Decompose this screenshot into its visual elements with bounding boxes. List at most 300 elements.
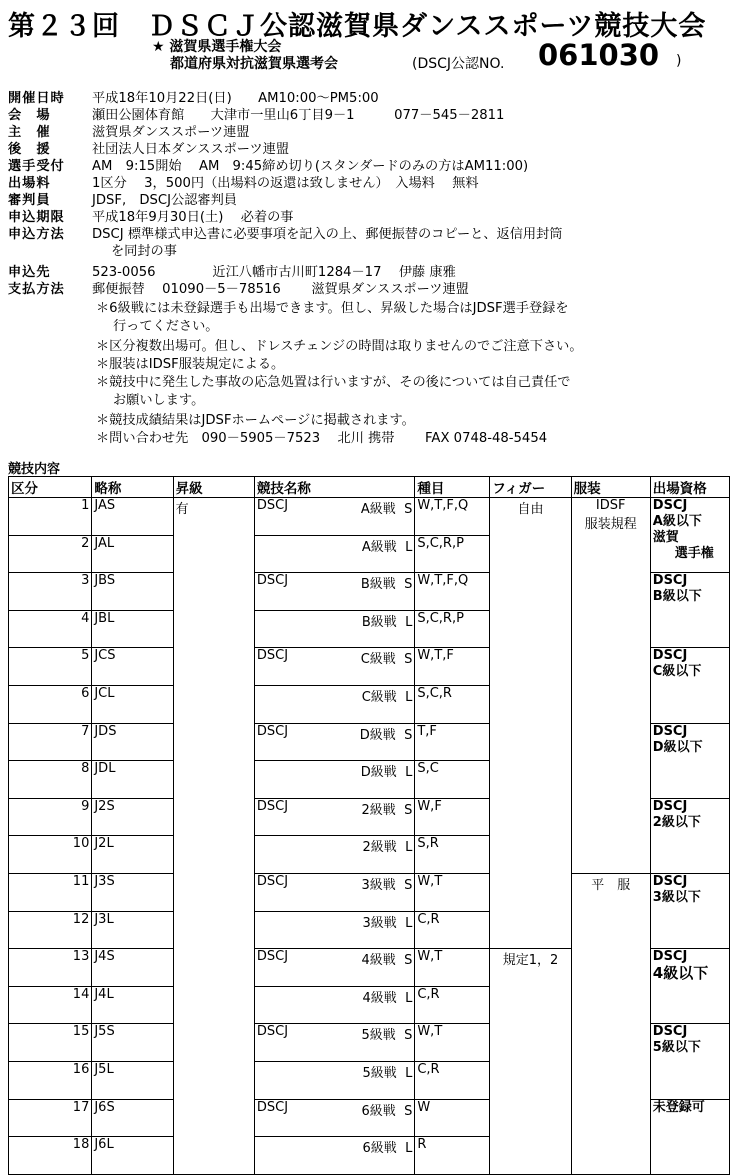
class-name: A級戦 [361,539,397,555]
cell-abbr [92,498,173,536]
row-events: T,F [417,723,437,739]
org-label: DSCJ [256,949,289,965]
org-label: DSCJ [256,573,289,589]
cell-no [9,911,92,949]
note-line: ＊問い合わせ先 090－5905－7523 北川 携帯 FAX 0748-48-5454 [96,431,548,446]
competition-name [257,799,412,818]
info-value: 滋賀県ダンススポーツ連盟 [92,125,250,140]
cell-abbr [92,573,173,611]
style-type: L [405,614,413,630]
info-row [8,107,733,124]
cell-name [254,1137,414,1175]
eligibility-line: DSCJ [652,1024,688,1040]
cell-eligibility [650,648,729,723]
cell-no [9,949,92,987]
row-abbr: J2L [94,836,114,852]
row-abbr: JAL [94,535,115,551]
info-row [8,281,733,298]
name-type [361,498,412,517]
row-no: 6 [81,685,90,701]
cell-no [9,1024,92,1062]
name-type [362,799,413,818]
row-no: 3 [81,573,90,589]
info-label: 審判員 [8,193,51,208]
row-abbr: J4L [94,986,114,1002]
cell-events [415,949,490,987]
row-events: W,T [417,949,443,965]
eligibility-line: DSCJ [652,949,688,965]
style-type: S [404,877,413,893]
cell-name [254,761,414,799]
info-value: 平成18年9月30日(土) 必着の事 [92,210,294,225]
info-value: を同封の事 [111,244,177,259]
cell-name [254,911,414,949]
col-header: 昇級 [173,477,254,498]
row-abbr: J4S [94,949,115,965]
info-row [8,141,733,158]
note-line: ＊区分複数出場可。但し、ドレスチェンジの時間は取りませんのでご注意下さい。 [96,339,583,354]
competition-name [257,874,412,893]
info-row [8,209,733,226]
cell-events [415,535,490,573]
info-label: 申込方法 [8,227,65,242]
cell-name [254,1024,414,1062]
cell-abbr [92,761,173,799]
name-type [362,611,412,630]
class-name: D級戦 [359,727,396,743]
col-header: 種目 [415,477,490,498]
col-header: 競技名称 [254,477,414,498]
cell-events [415,1024,490,1062]
name-type [362,1100,413,1119]
row-events: C,R [417,1061,440,1077]
class-name: 4級戦 [362,990,397,1006]
style-type: S [404,502,413,517]
info-value: 平成18年10月22日(日) AM10:00～PM5:00 [92,91,379,106]
class-name: 6級戦 [362,1141,397,1157]
name-type [362,874,413,893]
cell-abbr [92,685,173,723]
col-header: 出場資格 [650,477,729,498]
cell-name [254,873,414,911]
eligibility-line: DSCJ [652,573,688,589]
info-label: 開催日時 [8,91,65,106]
info-label: 申込期限 [8,210,65,225]
cell-eligibility [650,949,729,1024]
cell-events [415,836,490,874]
note-line: 行ってください。 [113,319,219,334]
table-row [9,498,730,536]
note-line: ＊服装はIDSF服装規定による。 [96,357,285,372]
cell-dress-casual [571,873,650,1174]
row-abbr: J5L [94,1061,114,1077]
style-type: S [404,1103,413,1119]
cell-name [254,1099,414,1137]
style-type: S [404,727,413,743]
info-row [8,175,733,192]
row-abbr: J6S [94,1099,115,1115]
class-name: 6級戦 [361,1103,396,1119]
info-row [8,192,733,209]
style-type: L [405,990,413,1006]
cell-name [254,498,414,536]
eligibility-line: C級以下 [652,664,702,680]
table-row [9,873,730,911]
info-row [8,264,733,281]
competition-name [257,836,412,855]
info-row [8,226,733,243]
row-events: W,T,F,Q [417,498,469,513]
row-abbr: JBL [94,610,115,626]
row-events: W,T,F [417,648,454,664]
cell-events [415,873,490,911]
class-name: C級戦 [360,652,396,668]
style-type: L [405,765,413,781]
row-abbr: J5S [94,1024,115,1040]
info-label: 会 場 [8,108,51,123]
org-label: DSCJ [256,648,289,664]
org-label: DSCJ [256,1099,289,1115]
cell-name [254,1061,414,1099]
competition-name [257,761,412,780]
dress-casual: 平 服 [591,877,631,893]
cell-abbr [92,1024,173,1062]
row-abbr: JCL [94,685,115,701]
cell-name [254,648,414,686]
eligibility-line: A級以下 [652,514,702,529]
row-events: R [417,1137,427,1153]
cell-events [415,1099,490,1137]
style-type: L [405,1141,413,1157]
style-type: L [405,689,413,705]
row-no: 2 [81,535,90,551]
cell-events [415,1061,490,1099]
name-type [361,573,412,592]
row-abbr: J3L [94,911,114,927]
note-line: お願いします。 [113,393,205,408]
cell-no [9,1137,92,1175]
eligibility-line: DSCJ [652,798,688,814]
competition-name [257,611,412,630]
style-type: S [404,577,413,593]
note-line: ＊競技中に発生した事故の応急処置は行いますが、その後については自己責任で [96,375,571,390]
row-no: 10 [72,836,90,852]
name-type [362,686,413,705]
class-name: B級戦 [360,577,396,593]
cell-abbr [92,873,173,911]
competition-name [257,1062,412,1081]
competition-name [257,498,412,517]
cell-no [9,836,92,874]
org-label: DSCJ [256,798,289,814]
row-no: 5 [81,648,90,664]
cell-events [415,610,490,648]
row-no: 16 [72,1061,90,1077]
row-abbr: J2S [94,798,115,814]
class-name: 2級戦 [361,802,396,818]
cell-name [254,798,414,836]
eligibility-line: D級以下 [652,739,703,755]
info-row [8,158,733,175]
row-no: 15 [72,1024,90,1040]
eligibility-line: 未登録可 [652,1099,705,1115]
eligibility-line: B級以下 [652,589,702,605]
cell-no [9,1061,92,1099]
style-type: L [405,539,413,555]
competition-name [257,648,412,667]
col-header: 服装 [571,477,650,498]
cell-abbr [92,986,173,1024]
cell-name [254,573,414,611]
eligibility-line: 3級以下 [652,889,701,905]
competition-name [257,1137,412,1156]
cell-events [415,798,490,836]
org-label: DSCJ [256,498,289,513]
class-name: 4級戦 [361,953,396,969]
style-type: L [405,1065,413,1081]
name-type [361,761,413,780]
style-type: L [405,840,413,856]
info-row [8,243,733,260]
cell-eligibility [650,873,729,948]
style-type: S [404,802,413,818]
info-label: 選手受付 [8,159,65,174]
eligibility-line: DSCJ [652,873,688,889]
row-abbr: JAS [94,498,116,513]
class-name: 2級戦 [362,840,397,856]
row-no: 9 [81,798,90,814]
cell-abbr [92,1061,173,1099]
cell-name [254,535,414,573]
info-value: 523-0056 近江八幡市古川町1284－17 伊藤 康雅 [92,265,456,280]
figure-rule: 規定1，2 [502,953,559,969]
dscj-no-close: ) [676,53,682,69]
row-events: S,R [417,836,439,852]
row-events: C,R [417,986,440,1002]
cell-name [254,723,414,761]
info-label: 後 援 [8,142,51,157]
cell-no [9,798,92,836]
row-abbr: JBS [94,573,116,589]
cell-eligibility [650,498,729,573]
dscj-no-label: (DSCJ公認NO. [412,56,505,72]
class-name: D級戦 [360,765,397,781]
name-type [363,836,413,855]
competition-table [8,476,730,1175]
info-value: 社団法人日本ダンススポーツ連盟 [92,142,290,157]
cell-events [415,761,490,799]
row-events: W,T [417,873,443,889]
info-value: JDSF, DSCJ公認審判員 [92,193,237,208]
competition-name [257,573,412,592]
row-events: W [417,1099,431,1115]
col-header: 略称 [92,477,173,498]
style-type: S [404,652,413,668]
row-no: 4 [81,610,90,626]
cell-events [415,986,490,1024]
class-name: B級戦 [361,614,397,630]
cell-abbr [92,1099,173,1137]
row-events: S,C,R,P [417,535,464,551]
org-label: DSCJ [256,1024,289,1040]
cell-promotion [173,498,254,1175]
style-type: S [404,953,413,969]
competition-name [257,949,412,968]
row-no: 17 [72,1099,90,1115]
eligibility-line: DSCJ [652,498,688,513]
cell-no [9,1099,92,1137]
row-no: 1 [81,498,90,513]
org-label: DSCJ [256,723,289,739]
row-abbr: J6L [94,1137,114,1153]
row-abbr: JDL [94,761,116,777]
row-no: 14 [72,986,90,1002]
competition-name [257,1024,412,1043]
row-abbr: JDS [94,723,117,739]
cell-eligibility [650,798,729,873]
row-no: 18 [72,1137,90,1153]
row-events: S,C,R [417,685,452,701]
eligibility-line: 選手権 [674,546,714,561]
name-type [362,949,413,968]
competition-name [257,686,412,705]
eligibility-line: DSCJ [652,648,688,664]
cell-no [9,610,92,648]
competition-name [257,536,412,555]
cell-events [415,648,490,686]
info-value: 瀬田公園体育館 大津市一里山6丁目9－1 077－545－2811 [92,108,505,123]
info-value: 1区分 3，500円（出場料の返還は致しません） 入場料 無料 [92,176,479,191]
row-abbr: JCS [94,648,116,664]
name-type [363,912,413,931]
row-no: 7 [81,723,90,739]
eligibility-line: 4級以下 [652,964,709,983]
class-name: C級戦 [361,689,397,705]
note-line: ＊競技成績結果はJDSFホームページに掲載されます。 [96,413,415,428]
cell-events [415,723,490,761]
class-name: 5級戦 [361,1028,396,1044]
competition-name [257,724,412,743]
info-value: AM 9:15開始 AM 9:45締め切り(スタンダードのみの方はAM11:00) [92,159,529,174]
row-no: 12 [72,911,90,927]
name-type [361,648,413,667]
cell-abbr [92,798,173,836]
eligibility-line: 5級以下 [652,1040,701,1056]
info-value: DSCJ 標準様式申込書に必要事項を記入の上、郵便振替のコピーと、返信用封筒 [92,227,563,242]
cell-events [415,498,490,536]
class-name: 5級戦 [362,1065,397,1081]
cell-no [9,535,92,573]
cell-name [254,685,414,723]
figure-free: 自由 [517,502,544,517]
cell-eligibility [650,573,729,648]
info-label: 主 催 [8,125,51,140]
row-abbr: J3S [94,873,115,889]
row-no: 13 [72,949,90,965]
name-type [362,1024,413,1043]
style-type: L [405,915,413,931]
cell-abbr [92,610,173,648]
row-events: W,T,F,Q [417,573,469,589]
class-name: 3級戦 [361,877,396,893]
class-name: 3級戦 [362,915,397,931]
section-title: 競技内容 [8,462,61,477]
row-events: W,F [417,798,442,814]
subtitle-championship: ★ 滋賀県選手権大会 [152,39,282,55]
name-type [362,536,412,555]
col-header: 区分 [9,477,92,498]
cell-events [415,911,490,949]
info-label: 申込先 [8,265,51,280]
cell-abbr [92,723,173,761]
cell-no [9,986,92,1024]
competition-name [257,1100,412,1119]
cell-eligibility [650,1024,729,1099]
class-name: A級戦 [360,502,396,517]
cell-events [415,685,490,723]
cell-name [254,610,414,648]
dress-idsf-line2: 服装規程 [584,517,637,532]
name-type [363,1137,413,1156]
cell-no [9,648,92,686]
row-no: 8 [81,761,90,777]
row-events: S,C [417,761,439,777]
style-type: S [404,1028,413,1044]
cell-name [254,986,414,1024]
cell-abbr [92,1137,173,1175]
name-type [363,1062,413,1081]
cell-abbr [92,949,173,987]
name-type [360,724,413,743]
info-label: 出場料 [8,176,51,191]
row-events: C,R [417,911,440,927]
cell-no [9,873,92,911]
cell-no [9,685,92,723]
dress-idsf-line1: IDSF [595,498,626,513]
cell-name [254,836,414,874]
cell-dress-idsf [571,498,650,874]
info-label: 支払方法 [8,282,65,297]
row-events: W,T [417,1024,443,1040]
info-row [8,124,733,141]
dscj-no-value: 061030 [538,38,660,72]
name-type [363,987,413,1006]
cell-abbr [92,836,173,874]
cell-no [9,761,92,799]
cell-abbr [92,535,173,573]
row-no: 11 [72,873,90,889]
eligibility-line: 2級以下 [652,814,701,830]
subtitle-selection: 都道府県対抗滋賀県選考会 [170,56,338,72]
cell-no [9,723,92,761]
cell-figure-free [490,498,571,949]
promotion-value: 有 [175,502,189,517]
info-value: 郵便振替 01090－5－78516 滋賀県ダンススポーツ連盟 [92,282,469,297]
competition-name [257,987,412,1006]
cell-eligibility [650,1099,729,1174]
cell-abbr [92,911,173,949]
eligibility-line: 滋賀 [652,530,679,545]
org-label: DSCJ [256,873,289,889]
cell-events [415,573,490,611]
cell-name [254,949,414,987]
cell-figure-rule [490,949,571,1175]
note-line: ＊6級戦には未登録選手も出場できます。但し、昇級した場合はJDSF選手登録を [96,301,569,316]
col-header: フィガー [490,477,571,498]
info-row [8,90,733,107]
cell-abbr [92,648,173,686]
cell-no [9,573,92,611]
